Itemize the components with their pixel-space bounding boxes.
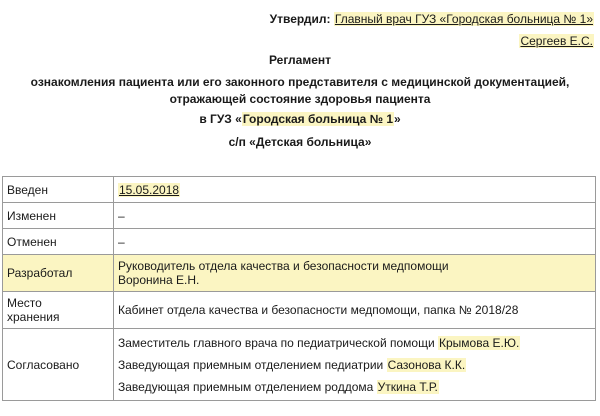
org-prefix: в ГУЗ « (199, 112, 242, 126)
approval-label: Утвердил: (269, 12, 331, 26)
introduced-label: Введен (3, 177, 114, 203)
org-suffix: » (394, 112, 401, 126)
agreed-item (118, 354, 591, 376)
table-row-changed (3, 203, 596, 229)
changed-value: – (114, 203, 596, 229)
agreed-name: Уткина Т.Р. (377, 379, 438, 394)
table-row-cancelled (3, 229, 596, 255)
agreed-label: Согласовано (3, 329, 114, 401)
agreed-role: Заместитель главного врача по педиатрической помощи (118, 335, 435, 350)
approver-name: Сергеев Е.С. (520, 34, 593, 48)
developer-value (114, 255, 596, 292)
storage-label-line-1: Место (7, 296, 42, 310)
document-title: Регламент (268, 53, 332, 67)
subtitle-line-1: ознакомления пациента или его законного представителя с медицинской документацией, (30, 75, 570, 89)
introduced-value-cell (114, 177, 596, 203)
agreed-role: Заведующая приемным отделением педиатрии (118, 357, 384, 372)
table-row-introduced (3, 177, 596, 203)
subtitle-line-2: отражающей состояние здоровья пациента (169, 92, 431, 106)
agreed-item (118, 376, 591, 398)
cancelled-label: Отменен (3, 229, 114, 255)
table-row-storage (3, 292, 596, 329)
developer-label: Разработал (3, 255, 114, 292)
approval-line (270, 8, 594, 30)
storage-label-line-2: хранения (7, 310, 60, 324)
agreed-item (118, 332, 591, 354)
changed-label: Изменен (3, 203, 114, 229)
document-info-table (2, 176, 596, 401)
organization-line (0, 112, 600, 126)
table-row-agreed (3, 329, 596, 401)
agreed-name: Крымова Е.Ю. (439, 335, 520, 350)
agreed-value (114, 329, 596, 401)
introduced-date: 15.05.2018 (119, 182, 180, 197)
agreed-name: Сазонова К.К. (387, 357, 466, 372)
storage-label (3, 292, 114, 329)
cancelled-value: – (114, 229, 596, 255)
agreed-role: Заведующая приемным отделением роддома (118, 379, 374, 394)
storage-value: Кабинет отдела качества и безопасности медпомощи, папка № 2018/28 (114, 292, 596, 329)
approver-position: Главный врач ГУЗ «Городская больница № 1» (334, 12, 593, 26)
approver-name-line (270, 30, 594, 52)
document-subtitle (0, 74, 600, 108)
org-name: Городская больница № 1 (242, 112, 393, 126)
developer-position: Руководитель отдела качества и безопасности медпомощи (118, 259, 449, 273)
table-row-developer (3, 255, 596, 292)
unit-line: с/п «Детская больница» (228, 135, 372, 149)
approval-block (270, 8, 594, 52)
developer-name: Воронина Е.Н. (118, 273, 200, 287)
